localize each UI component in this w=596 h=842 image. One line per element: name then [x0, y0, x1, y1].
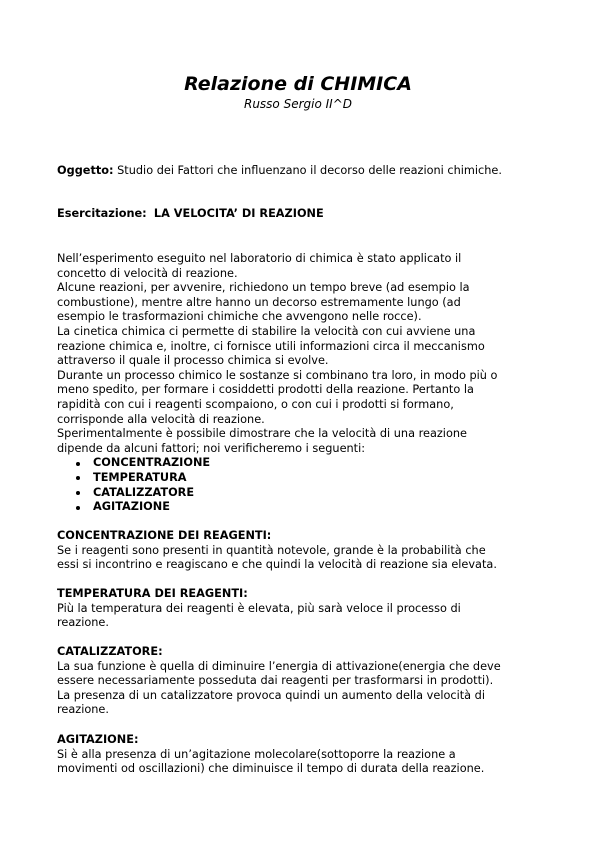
section-line: reazione.	[57, 703, 109, 717]
section-line: movimenti od oscillazioni) che diminuisce il tempo di durata della reazione.	[57, 762, 485, 776]
section-concentrazione	[57, 529, 547, 573]
esercitazione-label: Esercitazione:	[57, 207, 147, 220]
intro-line: combustione), mentre altre hanno un decorso estremamente lungo (ad	[57, 295, 461, 309]
intro-line: attraverso il quale il processo chimica si evolve.	[57, 354, 329, 368]
intro-line: Durante un processo chimico le sostanze si combinano tra loro, in modo più o	[57, 368, 498, 382]
esercitazione-paragraph	[57, 207, 547, 222]
intro-line: meno spedito, per formare i cosiddetti prodotti della reazione. Pertanto la	[57, 383, 474, 397]
intro-line: concetto di velocità di reazione.	[57, 266, 238, 280]
section-agitazione	[57, 733, 547, 777]
list-item: CATALIZZATORE	[93, 486, 547, 501]
intro-line: dipende da alcuni fattori; noi verificheremo i seguenti:	[57, 441, 366, 455]
document-author: Russo Sergio II^D	[243, 97, 353, 111]
section-line: essere necessariamente posseduta dai reagenti per trasformarsi in prodotti).	[57, 674, 494, 688]
section-temperatura	[57, 587, 547, 631]
intro-line: esempio le trasformazioni chimiche che avvengono nelle rocce).	[57, 310, 422, 324]
list-item: AGITAZIONE	[93, 500, 547, 515]
oggetto-text: Studio dei Fattori che influenzano il decorso delle reazioni chimiche.	[117, 164, 502, 177]
section-line: La sua funzione è quella di diminuire l’energia di attivazione(energia che deve	[57, 659, 501, 673]
section-heading: AGITAZIONE:	[57, 733, 139, 746]
section-line: Se i reagenti sono presenti in quantità notevole, grande è la probabilità che	[57, 543, 486, 557]
section-line: Si è alla presenza di un’agitazione molecolare(sottoporre la reazione a	[57, 747, 456, 761]
intro-section	[57, 252, 547, 515]
list-item: TEMPERATURA	[93, 471, 547, 486]
document-title: Relazione di CHIMICA	[184, 73, 412, 95]
section-line: Più la temperatura dei reagenti è elevata, più sarà veloce il processo di	[57, 601, 461, 615]
factors-list	[57, 456, 547, 514]
list-item: CONCENTRAZIONE	[93, 456, 547, 471]
section-line: essi si incontrino e reagiscano e che quindi la velocità di reazione sia elevata.	[57, 558, 497, 572]
intro-line: reazione chimica e, inoltre, ci fornisce utili informazioni circa il meccanismo	[57, 339, 485, 353]
section-heading: TEMPERATURA DEI REAGENTI:	[57, 587, 248, 600]
section-heading: CATALIZZATORE:	[57, 645, 163, 658]
intro-line: Sperimentalmente è possibile dimostrare che la velocità di una reazione	[57, 427, 467, 441]
oggetto-paragraph	[57, 164, 547, 179]
intro-line: rapidità con cui i reagenti scompaiono, o con cui i prodotti si formano,	[57, 397, 454, 411]
section-line: reazione.	[57, 616, 109, 630]
intro-line: corrisponde alla velocità di reazione.	[57, 412, 265, 426]
intro-line: Alcune reazioni, per avvenire, richiedono un tempo breve (ad esempio la	[57, 281, 470, 295]
esercitazione-text: LA VELOCITA’ DI REAZIONE	[153, 207, 324, 220]
section-line: La presenza di un catalizzatore provoca quindi un aumento della velocità di	[57, 688, 485, 702]
intro-line: Nell’esperimento eseguito nel laboratorio di chimica è stato applicato il	[57, 252, 462, 265]
section-heading: CONCENTRAZIONE DEI REAGENTI:	[57, 529, 272, 542]
section-catalizzatore	[57, 645, 547, 718]
intro-line: La cinetica chimica ci permette di stabilire la velocità con cui avviene una	[57, 324, 476, 338]
oggetto-label: Oggetto:	[57, 164, 114, 177]
